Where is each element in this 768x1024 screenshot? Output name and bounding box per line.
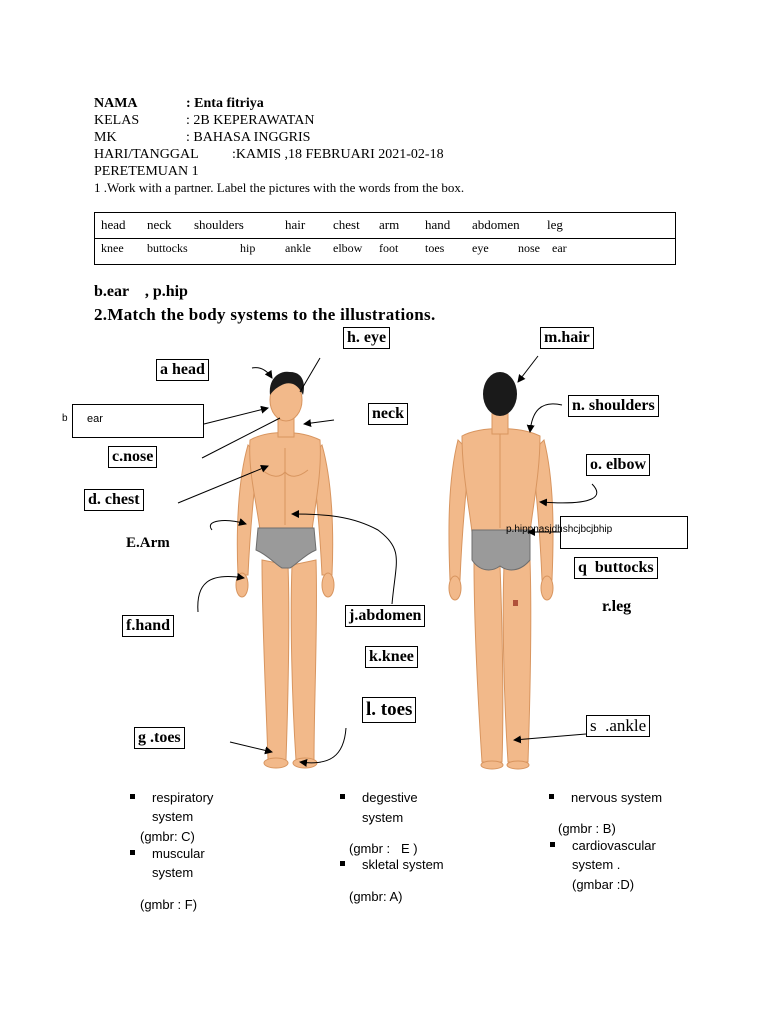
bullet-icon: [130, 850, 135, 855]
system-respiratory-answer: (gmbr: C): [140, 829, 195, 844]
word-ear: ear: [552, 241, 567, 255]
system-degestive: [362, 788, 418, 827]
label-b-box: [72, 404, 204, 438]
word-toes: toes: [425, 241, 445, 255]
label-s-ankle: s .ankle: [586, 715, 650, 737]
system-muscular-answer: (gmbr : F): [140, 897, 198, 912]
front-body-figure: [236, 372, 334, 768]
word-abdomen: abdomen: [472, 217, 520, 232]
system-muscular: [152, 844, 205, 882]
header-value-kelas: : 2B KEPERAWATAN: [186, 113, 315, 128]
word-buttocks: buttocks: [147, 241, 188, 255]
word-chest: chest: [333, 217, 360, 232]
system-nervous: [571, 788, 662, 807]
label-neck: neck: [368, 403, 408, 425]
system-skletal-answer: (gmbr: A): [349, 889, 403, 904]
instruction-text: 1 .Work with a partner. Label the pictures with the words from the box.: [94, 180, 465, 195]
label-a-head: a head: [156, 359, 209, 381]
label-l-toes: l. toes: [362, 697, 416, 723]
label-g-toes: g .toes: [134, 727, 185, 749]
label-k-knee: k.knee: [365, 646, 418, 668]
header-key-nama: NAMA: [94, 96, 138, 111]
system-respiratory-line2: system: [152, 809, 194, 824]
header-key-kelas: KELAS: [94, 113, 140, 128]
word-shoulders: shoulders: [194, 217, 244, 232]
label-r-leg: r.leg: [602, 598, 632, 615]
label-b-text: ear: [87, 413, 103, 425]
word-elbow: elbow: [333, 241, 363, 255]
system-degestive-line2: system: [362, 810, 404, 825]
bullet-icon: [340, 794, 345, 799]
label-d-chest: d. chest: [84, 489, 144, 511]
meeting-label: PERETEMUAN 1: [94, 164, 199, 179]
word-foot: foot: [379, 241, 399, 255]
label-h-eye: h. eye: [343, 327, 390, 349]
system-muscular-line2: system: [152, 865, 194, 880]
header-value-hari: :KAMIS ,18 FEBRUARI 2021-02-18: [232, 147, 444, 162]
header-value-nama: : Enta fitriya: [186, 96, 264, 111]
system-degestive-answer: (gmbr : E ): [349, 841, 418, 856]
label-n-shoulders: n. shoulders: [568, 395, 659, 417]
label-o-elbow: o. elbow: [586, 454, 650, 476]
label-e-arm: E.Arm: [126, 535, 170, 551]
system-skletal-line1: skletal system: [362, 857, 444, 872]
word-arm: arm: [379, 217, 400, 232]
word-neck: neck: [147, 217, 172, 232]
bullet-icon: [550, 842, 555, 847]
system-cardio-answer: (gmbar :D): [572, 877, 635, 892]
word-leg: leg: [547, 217, 563, 232]
word-hair: hair: [285, 217, 306, 232]
label-j-abdomen: j.abdomen: [345, 605, 425, 627]
header-key-hari: HARI/TANGGAL: [94, 147, 199, 162]
label-m-hair: m.hair: [540, 327, 594, 349]
word-eye: eye: [472, 241, 489, 255]
label-c-nose: c.nose: [108, 446, 157, 468]
label-f-hand: f.hand: [122, 615, 174, 637]
label-p-hip: p.hippnasjdhshcjbcjbhip: [506, 524, 613, 535]
word-knee: knee: [101, 241, 124, 255]
system-respiratory-line1: respiratory: [152, 790, 214, 805]
label-b-letter: b: [62, 413, 68, 424]
system-cardio-line1: cardiovascular: [572, 838, 656, 853]
answers-line: b.ear , p.hip: [94, 283, 188, 300]
bullet-icon: [549, 794, 554, 799]
word-head: head: [101, 217, 126, 232]
word-nose: nose: [518, 241, 540, 255]
word-ankle: ankle: [285, 241, 311, 255]
back-body-figure: [449, 372, 553, 769]
word-hand: hand: [425, 217, 451, 232]
system-skletal: [362, 855, 444, 874]
word-hip: hip: [240, 241, 256, 255]
header-key-mk: MK: [94, 130, 117, 145]
bullet-icon: [340, 861, 345, 866]
header-value-mk: : BAHASA INGGRIS: [186, 130, 311, 145]
system-degestive-line1: degestive: [362, 790, 418, 805]
section-2-title: 2.Match the body systems to the illustrations.: [94, 305, 436, 324]
system-nervous-answer: (gmbr : B): [558, 821, 616, 836]
system-respiratory: [152, 788, 213, 826]
bullet-icon: [130, 794, 135, 799]
system-nervous-line1: nervous system: [571, 790, 663, 805]
system-cardiovascular: [572, 836, 656, 874]
label-q-buttocks: q buttocks: [574, 557, 658, 579]
system-muscular-line1: muscular: [152, 846, 205, 861]
system-cardio-line2: system .: [572, 857, 621, 872]
